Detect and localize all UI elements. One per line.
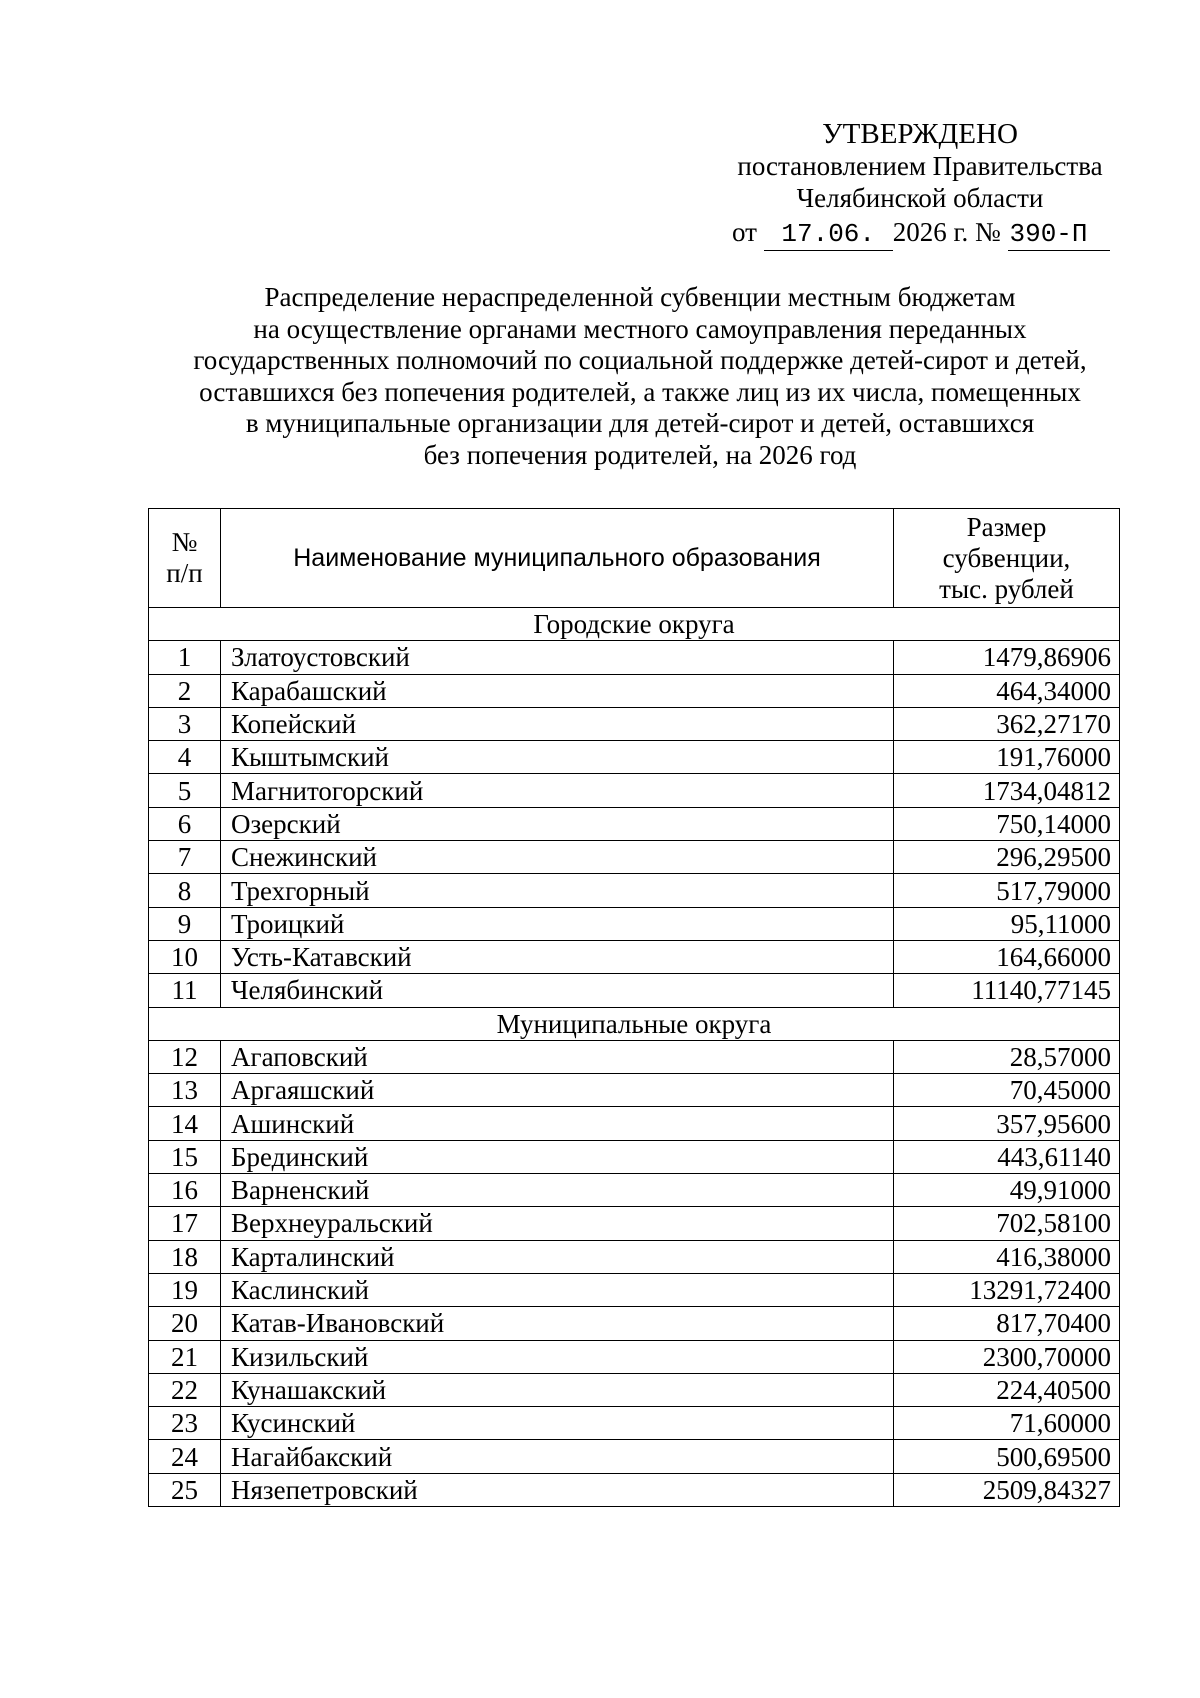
- subvention-amount: 49,91000: [894, 1174, 1120, 1207]
- row-number: 21: [149, 1340, 221, 1373]
- table-row: [149, 1207, 1120, 1240]
- table-row: [149, 940, 1120, 973]
- date-prefix: от: [732, 217, 757, 247]
- decree-year: 2026 г. №: [892, 217, 1001, 247]
- municipality-name: Ашинский: [221, 1107, 894, 1140]
- subvention-amount: 95,11000: [894, 907, 1120, 940]
- row-number: 14: [149, 1107, 221, 1140]
- municipality-name: Троицкий: [221, 907, 894, 940]
- municipality-name: Брединский: [221, 1140, 894, 1173]
- table-row: [149, 841, 1120, 874]
- subvention-amount: 500,69500: [894, 1440, 1120, 1473]
- table-row: [149, 741, 1120, 774]
- row-number: 24: [149, 1440, 221, 1473]
- row-number: 20: [149, 1307, 221, 1340]
- header-number-line-1: №: [171, 527, 198, 557]
- municipality-name: Аргаяшский: [221, 1074, 894, 1107]
- subvention-table-wrapper: [148, 508, 1120, 1507]
- row-number: 25: [149, 1473, 221, 1506]
- subvention-amount: 164,66000: [894, 940, 1120, 973]
- table-row: [149, 907, 1120, 940]
- table-row: [149, 1307, 1120, 1340]
- section-row-municipal: [149, 1007, 1120, 1040]
- subvention-amount: 28,57000: [894, 1040, 1120, 1073]
- subvention-amount: 296,29500: [894, 841, 1120, 874]
- row-number: 18: [149, 1240, 221, 1273]
- header-number: [149, 509, 221, 608]
- header-amount: [894, 509, 1120, 608]
- table-row: [149, 1074, 1120, 1107]
- municipality-name: Озерский: [221, 807, 894, 840]
- table-row: [149, 1040, 1120, 1073]
- table-row: [149, 1473, 1120, 1506]
- row-number: 7: [149, 841, 221, 874]
- row-number: 19: [149, 1273, 221, 1306]
- subvention-amount: 416,38000: [894, 1240, 1120, 1273]
- row-number: 22: [149, 1373, 221, 1406]
- row-number: 12: [149, 1040, 221, 1073]
- subvention-table: [148, 508, 1120, 1507]
- municipality-name: Карабашский: [221, 674, 894, 707]
- header-municipality: Наименование муниципального образования: [221, 509, 894, 608]
- header-amount-line-1: Размер: [966, 511, 1047, 542]
- municipality-name: Каслинский: [221, 1273, 894, 1306]
- approval-block: [700, 118, 1140, 251]
- row-number: 1: [149, 641, 221, 674]
- table-row: [149, 707, 1120, 740]
- row-number: 10: [149, 940, 221, 973]
- municipality-name: Верхнеуральский: [221, 1207, 894, 1240]
- approval-date-line: [700, 216, 1140, 251]
- section-label: Муниципальные округа: [149, 1007, 1120, 1040]
- table-row: [149, 1273, 1120, 1306]
- table-body: [149, 608, 1120, 1507]
- municipality-name: Карталинский: [221, 1240, 894, 1273]
- subvention-amount: 702,58100: [894, 1207, 1120, 1240]
- subvention-amount: 464,34000: [894, 674, 1120, 707]
- table-row: [149, 874, 1120, 907]
- municipality-name: Трехгорный: [221, 874, 894, 907]
- table-row: [149, 807, 1120, 840]
- row-number: 5: [149, 774, 221, 807]
- subvention-amount: 13291,72400: [894, 1273, 1120, 1306]
- section-label: Городские округа: [149, 608, 1120, 641]
- table-row: [149, 641, 1120, 674]
- section-row-city: [149, 608, 1120, 641]
- municipality-name: Варненский: [221, 1174, 894, 1207]
- subvention-amount: 443,61140: [894, 1140, 1120, 1173]
- municipality-name: Копейский: [221, 707, 894, 740]
- title-line-1: Распределение нераспределенной субвенции местным бюджетам: [264, 282, 1016, 312]
- subvention-amount: 750,14000: [894, 807, 1120, 840]
- approval-line-2: Челябинской области: [796, 183, 1044, 213]
- row-number: 4: [149, 741, 221, 774]
- municipality-name: Челябинский: [221, 974, 894, 1007]
- municipality-name: Златоустовский: [221, 641, 894, 674]
- row-number: 11: [149, 974, 221, 1007]
- decree-number: 390-П: [1008, 218, 1110, 251]
- document-title: [150, 282, 1130, 471]
- municipality-name: Кизильский: [221, 1340, 894, 1373]
- title-line-5: в муниципальные организации для детей-сирот и детей, оставшихся: [245, 408, 1035, 438]
- municipality-name: Нагайбакский: [221, 1440, 894, 1473]
- municipality-name: Нязепетровский: [221, 1473, 894, 1506]
- approval-heading: УТВЕРЖДЕНО: [822, 118, 1018, 150]
- subvention-amount: 2509,84327: [894, 1473, 1120, 1506]
- table-row: [149, 774, 1120, 807]
- subvention-amount: 1479,86906: [894, 641, 1120, 674]
- title-line-6: без попечения родителей, на 2026 год: [423, 439, 857, 470]
- row-number: 9: [149, 907, 221, 940]
- row-number: 16: [149, 1174, 221, 1207]
- table-row: [149, 1107, 1120, 1140]
- municipality-name: Катав-Ивановский: [221, 1307, 894, 1340]
- title-line-3: государственных полномочий по социальной поддержке детей-сирот и детей,: [193, 345, 1087, 375]
- table-header-row: [149, 509, 1120, 608]
- subvention-amount: 70,45000: [894, 1074, 1120, 1107]
- table-row: [149, 1140, 1120, 1173]
- municipality-name: Снежинский: [221, 841, 894, 874]
- municipality-name: Кыштымский: [221, 741, 894, 774]
- table-row: [149, 1240, 1120, 1273]
- municipality-name: Кунашакский: [221, 1373, 894, 1406]
- subvention-amount: 191,76000: [894, 741, 1120, 774]
- row-number: 3: [149, 707, 221, 740]
- table-row: [149, 674, 1120, 707]
- header-number-line-2: п/п: [166, 558, 203, 588]
- table-row: [149, 1340, 1120, 1373]
- table-row: [149, 1440, 1120, 1473]
- decree-date: 17.06.: [764, 218, 893, 251]
- subvention-amount: 71,60000: [894, 1407, 1120, 1440]
- row-number: 2: [149, 674, 221, 707]
- subvention-amount: 357,95600: [894, 1107, 1120, 1140]
- subvention-amount: 11140,77145: [894, 974, 1120, 1007]
- table-row: [149, 1174, 1120, 1207]
- approval-line-1: постановлением Правительства: [737, 151, 1103, 181]
- municipality-name: Агаповский: [221, 1040, 894, 1073]
- row-number: 15: [149, 1140, 221, 1173]
- municipality-name: Усть-Катавский: [221, 940, 894, 973]
- table-row: [149, 974, 1120, 1007]
- table-row: [149, 1373, 1120, 1406]
- subvention-amount: 224,40500: [894, 1373, 1120, 1406]
- title-line-4: оставшихся без попечения родителей, а также лиц из их числа, помещенных: [199, 376, 1081, 407]
- row-number: 17: [149, 1207, 221, 1240]
- subvention-amount: 362,27170: [894, 707, 1120, 740]
- title-line-2: на осуществление органами местного самоуправления переданных: [253, 313, 1027, 344]
- row-number: 6: [149, 807, 221, 840]
- header-amount-line-3: тыс. рублей: [939, 573, 1074, 604]
- municipality-name: Магнитогорский: [221, 774, 894, 807]
- row-number: 8: [149, 874, 221, 907]
- subvention-amount: 817,70400: [894, 1307, 1120, 1340]
- subvention-amount: 1734,04812: [894, 774, 1120, 807]
- header-amount-line-2: субвенции,: [942, 542, 1071, 573]
- subvention-amount: 517,79000: [894, 874, 1120, 907]
- table-row: [149, 1407, 1120, 1440]
- subvention-amount: 2300,70000: [894, 1340, 1120, 1373]
- row-number: 13: [149, 1074, 221, 1107]
- municipality-name: Кусинский: [221, 1407, 894, 1440]
- row-number: 23: [149, 1407, 221, 1440]
